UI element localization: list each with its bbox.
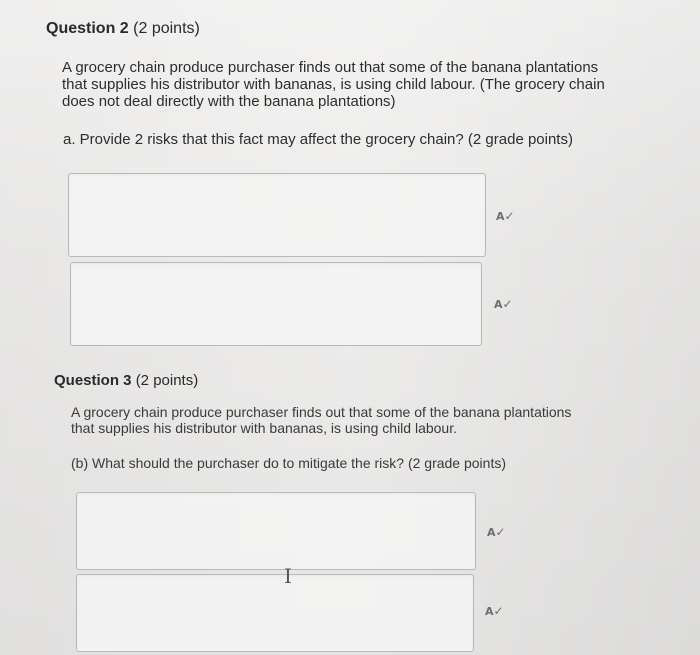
question-3-text-line: A grocery chain produce purchaser finds out that some of the banana plantations (71, 404, 572, 420)
question-2-text-line: A grocery chain produce purchaser finds out that some of the banana plantations (62, 59, 599, 76)
question-3-text (71, 404, 651, 436)
spellcheck-icon[interactable]: A✓ (485, 604, 504, 618)
question-2-text (62, 59, 662, 110)
question-3-answer-2-field[interactable] (76, 574, 474, 652)
spellcheck-icon[interactable]: A✓ (496, 209, 515, 223)
question-2-points: (2 points) (133, 20, 200, 37)
question-3-points: (2 points) (135, 372, 199, 389)
spellcheck-icon[interactable]: A✓ (494, 297, 513, 311)
question-2-answer-1-field[interactable] (68, 173, 486, 257)
spellcheck-icon[interactable]: A✓ (487, 525, 506, 539)
question-2-title (46, 20, 200, 38)
question-2-label: Question 2 (46, 20, 129, 37)
question-2-text-line: that supplies his distributor with bananas, is using child labour. (The grocery chain (62, 76, 605, 93)
question-2-text-line: does not deal directly with the banana plantations) (62, 93, 396, 110)
question-3-title (54, 372, 198, 389)
question-3-text-line: that supplies his distributor with bananas, is using child labour. (71, 420, 457, 436)
question-2-subquestion: a. Provide 2 risks that this fact may affect the grocery chain? (2 grade points) (63, 131, 573, 148)
question-3-answer-1-field[interactable] (76, 492, 476, 570)
question-2-answer-2-field[interactable] (70, 262, 482, 346)
question-3-subquestion: (b) What should the purchaser do to mitigate the risk? (2 grade points) (71, 455, 506, 471)
text-cursor-icon: I (284, 564, 292, 588)
question-3-label: Question 3 (54, 372, 132, 389)
